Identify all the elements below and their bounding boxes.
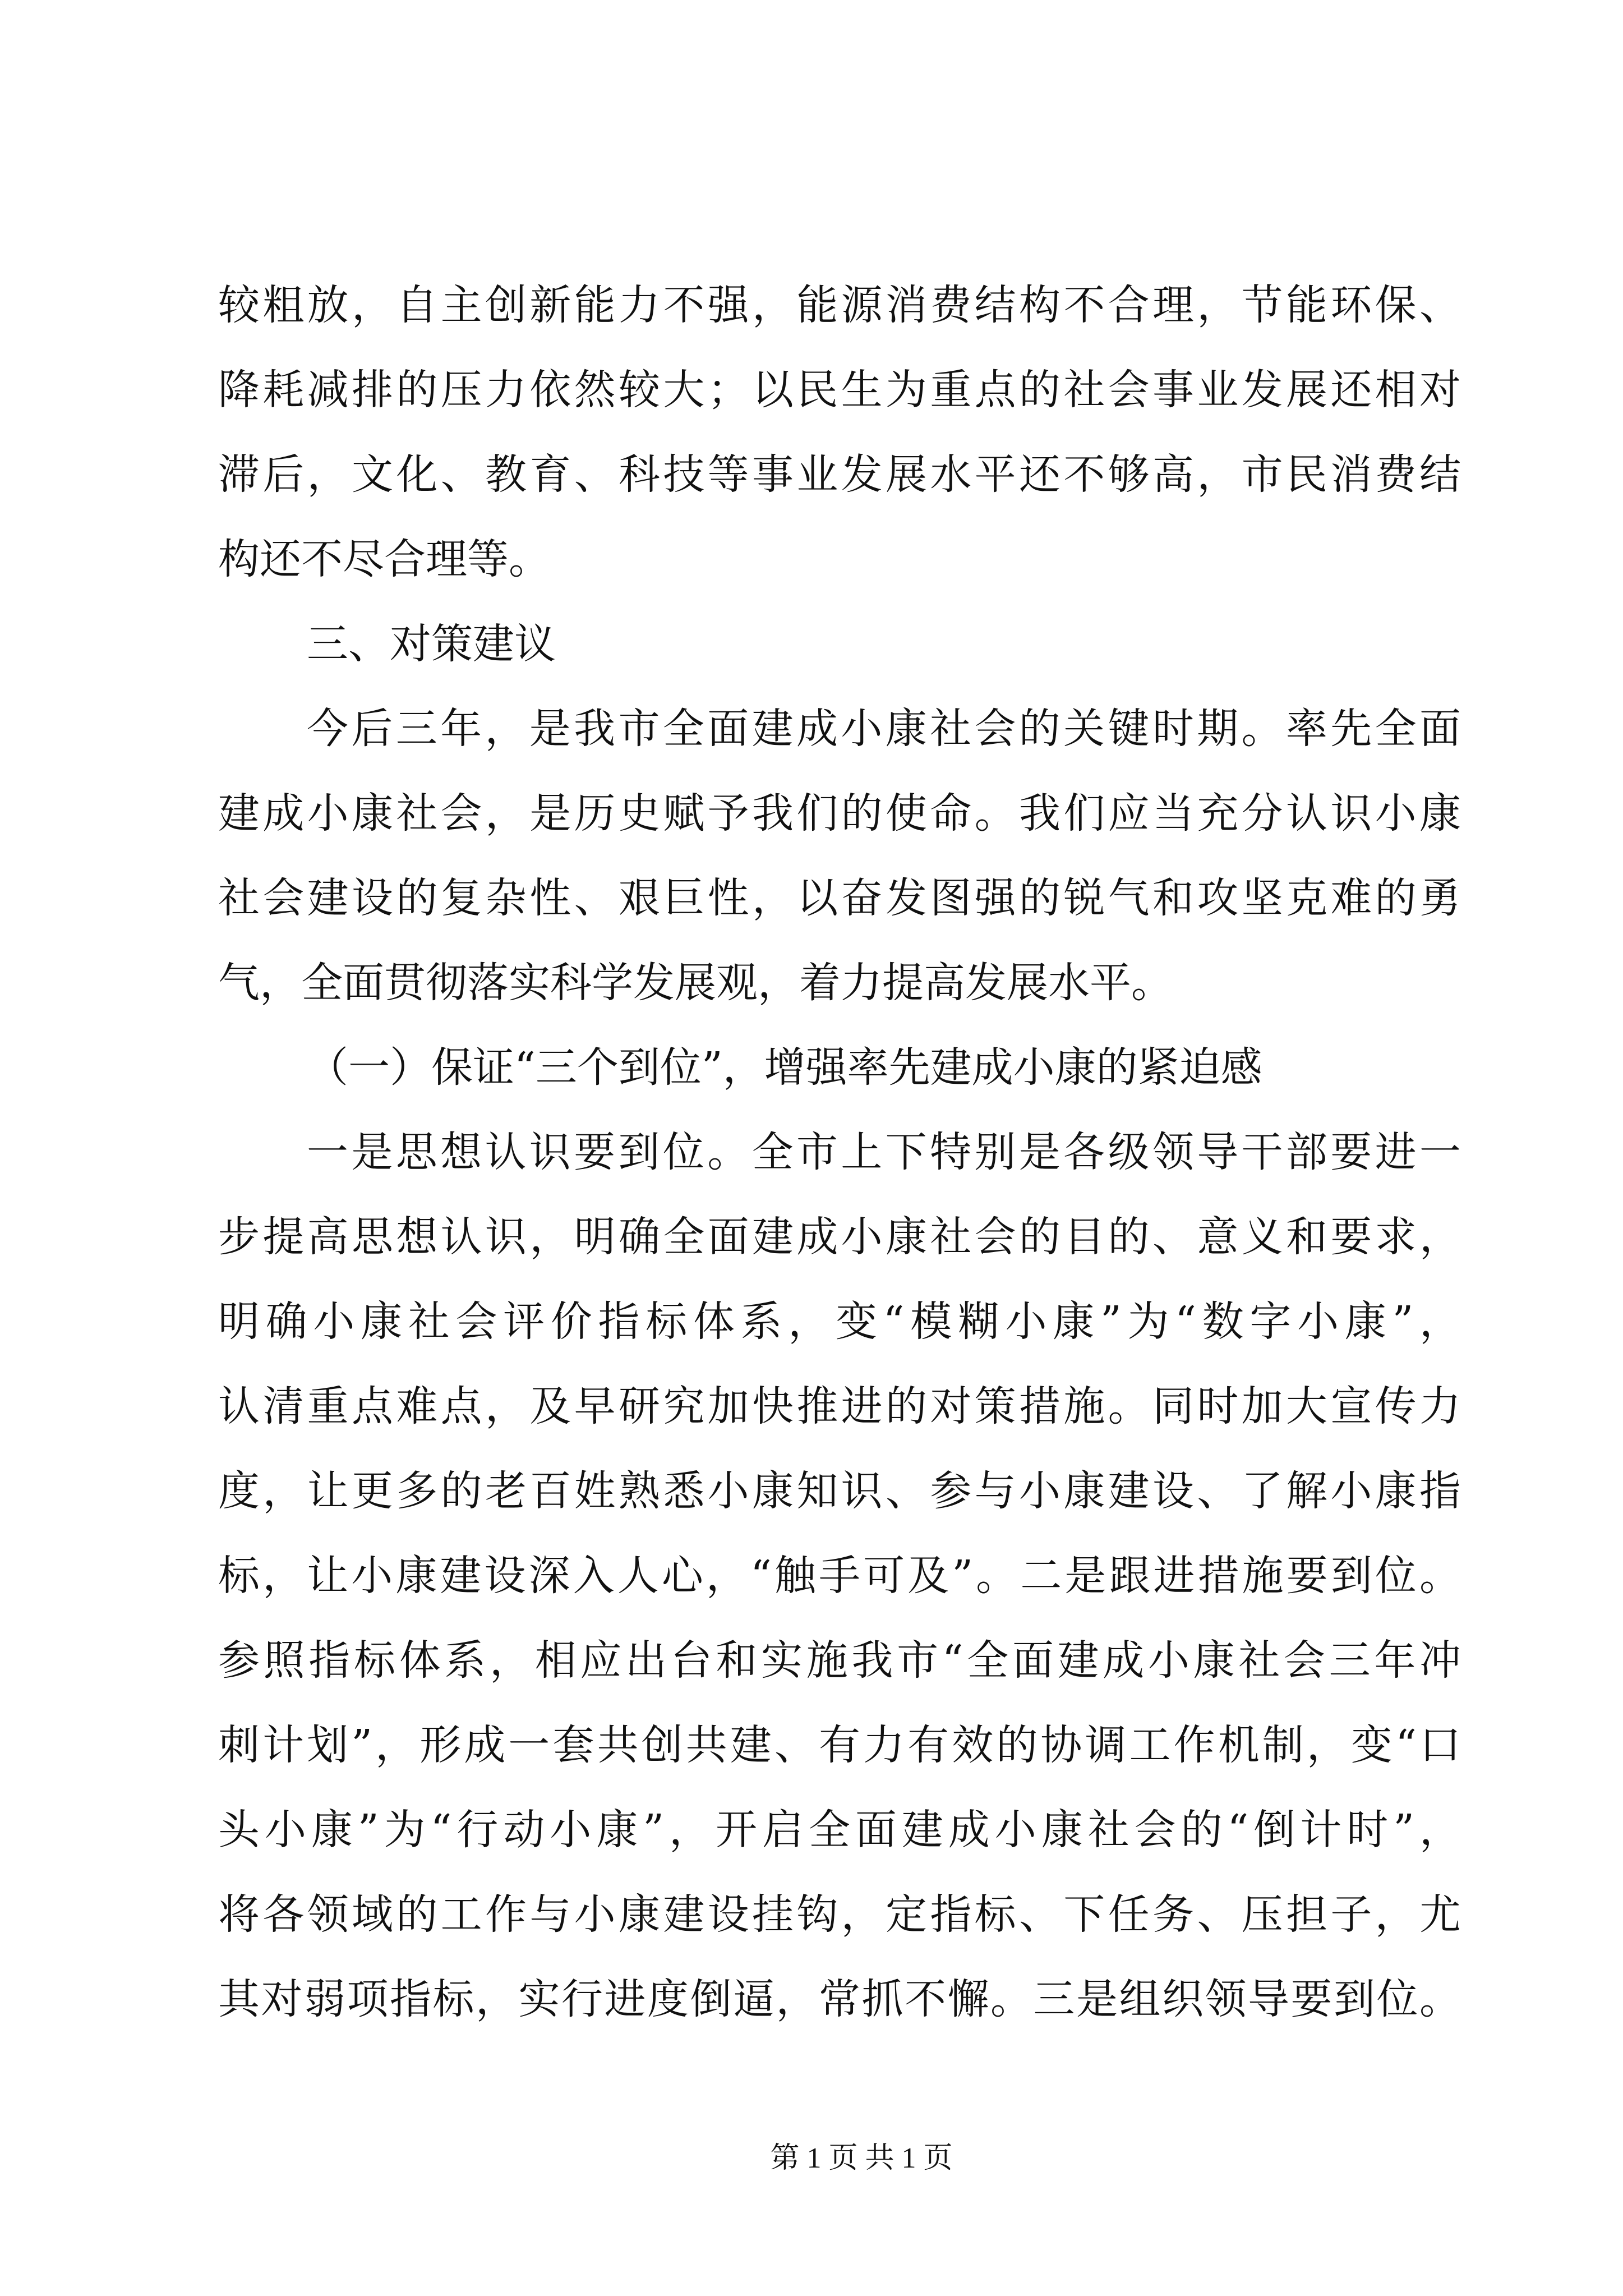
paragraph-line: 步提高思想认识，明确全面建成小康社会的目的、意义和要求， — [218, 1213, 1461, 1261]
paragraph-line: 较粗放，自主创新能力不强，能源消费结构不合理，节能环保、 — [218, 281, 1461, 329]
paragraph-line: 参照指标体系，相应出台和实施我市“全面建成小康社会三年冲 — [218, 1636, 1461, 1685]
paragraph-line: 一是思想认识要到位。全市上下特别是各级领导干部要进一 — [307, 1128, 1461, 1176]
paragraph-line: 将各领域的工作与小康建设挂钩，定指标、下任务、压担子，尤 — [218, 1890, 1461, 1939]
paragraph-line: 今后三年，是我市全面建成小康社会的关键时期。率先全面 — [307, 705, 1461, 753]
page-number-footer: 第 1 页 共 1 页 — [770, 2142, 953, 2174]
section-heading: 三、对策建议 — [307, 620, 556, 668]
paragraph-line: 构还不尽合理等。 — [218, 535, 550, 583]
paragraph-line: 头小康”为“行动小康”，开启全面建成小康社会的“倒计时”， — [218, 1806, 1461, 1854]
paragraph-line: 刺计划”，形成一套共创共建、有力有效的协调工作机制，变“口 — [218, 1721, 1461, 1769]
paragraph-line: 建成小康社会，是历史赋予我们的使命。我们应当充分认识小康 — [218, 789, 1461, 838]
paragraph-line: 社会建设的复杂性、艰巨性，以奋发图强的锐气和攻坚克难的勇 — [218, 874, 1461, 922]
paragraph-line: 明确小康社会评价指标体系，变“模糊小康”为“数字小康”， — [218, 1297, 1461, 1346]
paragraph-line: 认清重点难点，及早研究加快推进的对策措施。同时加大宣传力 — [218, 1382, 1461, 1430]
paragraph-line: 气，全面贯彻落实科学发展观，着力提高发展水平。 — [218, 959, 1173, 1007]
paragraph-line: 度，让更多的老百姓熟悉小康知识、参与小康建设、了解小康指 — [218, 1467, 1461, 1515]
paragraph-line: 降耗减排的压力依然较大；以民生为重点的社会事业发展还相对 — [218, 366, 1461, 414]
paragraph-line: 标，让小康建设深入人心，“触手可及”。二是跟进措施要到位。 — [218, 1552, 1461, 1600]
text-block — [218, 263, 1461, 2042]
paragraph-line: 其对弱项指标，实行进度倒逼，常抓不懈。三是组织领导要到位。 — [218, 1975, 1461, 2023]
subsection-heading: （一）保证“三个到位”，增强率先建成小康的紧迫感 — [307, 1043, 1262, 1092]
paragraph-line: 滞后，文化、教育、科技等事业发展水平还不够高，市民消费结 — [218, 450, 1461, 499]
